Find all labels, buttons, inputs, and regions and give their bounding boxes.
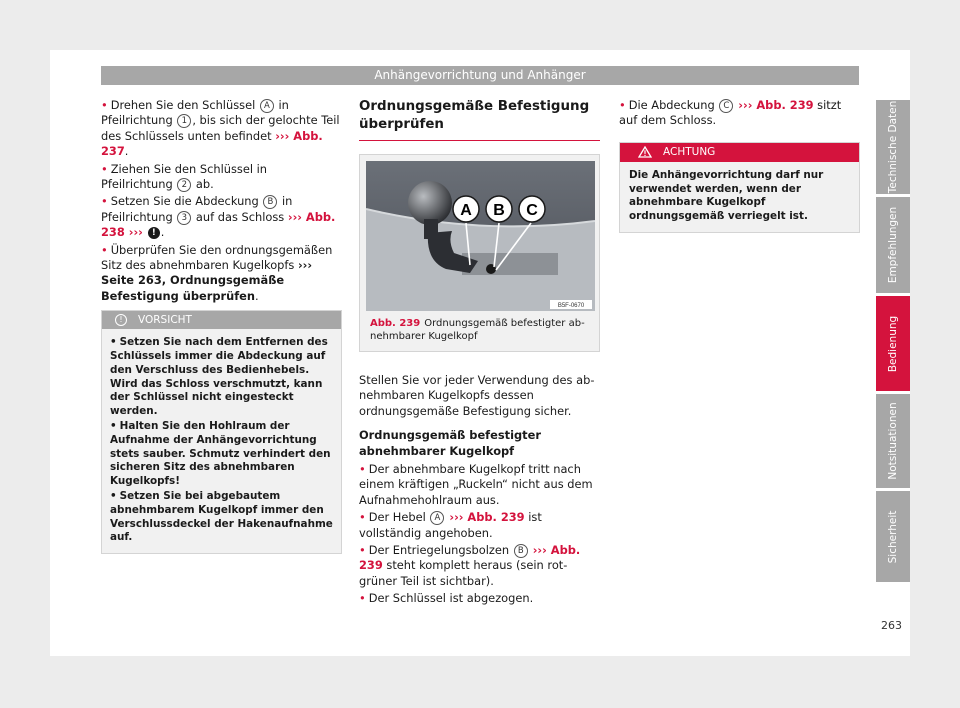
- list-item: • Ziehen Sie den Schlüssel in Pfeilrichtung 2 ab.: [101, 161, 268, 192]
- figure-link[interactable]: ››› Abb. 237: [101, 128, 323, 159]
- marker-c: C: [719, 99, 733, 113]
- figure-code: B5F-0670: [557, 303, 585, 309]
- figure-image: [366, 161, 595, 311]
- list-item: • Die Abdeckung C ››› Abb. 239 sitzt auf dem Schloss.: [619, 98, 842, 128]
- figure-link[interactable]: ››› Abb. 239: [734, 98, 814, 112]
- marker-a: A: [260, 99, 274, 113]
- caution-body: [102, 329, 341, 553]
- column-middle: [359, 98, 600, 609]
- figure-label-b: B: [493, 202, 505, 219]
- caution-item: • Setzen Sie bei abgebautem abnehmbarem Kugelkopf immer den Verschlussdeckel der Hakenaufnahme auf.: [110, 490, 333, 544]
- tab-notsituationen[interactable]: Notsituationen: [876, 394, 910, 488]
- marker-a: A: [430, 511, 444, 525]
- figure-link[interactable]: ››› Abb. 238: [101, 209, 336, 240]
- tab-sicherheit[interactable]: Sicherheit: [876, 491, 910, 582]
- title-rule: [359, 140, 600, 141]
- caution-item: • Halten Sie den Hohlraum der Aufnahme der Anhängevorrichtung stets sauber. Schmutz verhindert den sicheren Sitz des abnehmbaren Kugelkopfs!: [110, 420, 331, 488]
- list-item: • Der Hebel A ››› Abb. 239 ist vollständig angehoben.: [359, 510, 542, 540]
- page-link[interactable]: ››› Seite 263, Ordnungsgemäße Befestigung überprüfen: [101, 258, 313, 303]
- tow-hitch-illustration: [366, 161, 595, 311]
- figure-label-c: C: [526, 202, 538, 219]
- list-item: • Setzen Sie die Abdeckung B in Pfeilrichtung 3 auf das Schloss ››› Abb. 238 ››› ! .: [101, 194, 336, 240]
- caution-item: • Setzen Sie nach dem Entfernen des Schlüssels immer die Abdeckung auf den Verschluss des Bedienhebels. Wird das Schloss verschmutzt, kann der Schlüssel nicht eingesteckt werden.: [110, 336, 328, 418]
- step-number: 2: [177, 178, 191, 192]
- warning-box: [619, 142, 860, 233]
- list-item: • Der Entriegelungsbolzen B ››› Abb. 239 steht komplett heraus (sein rot-grüner Teil ist sichtbar).: [359, 543, 581, 588]
- figure-number: Abb. 239: [370, 318, 421, 329]
- figure-link[interactable]: ››› Abb. 239: [445, 510, 525, 525]
- warning-ref-icon: !: [148, 227, 160, 239]
- list-item: • Der abnehmbare Kugelkopf tritt nach einem kräftigen „Ruckeln“ nicht aus dem Aufnahmehohlraum aus.: [359, 462, 593, 507]
- column-left: [101, 98, 342, 554]
- figure: [359, 154, 600, 352]
- step-number: 1: [177, 114, 191, 128]
- page-header: Anhängevorrichtung und Anhänger: [101, 66, 859, 85]
- page-number: 263: [881, 619, 902, 632]
- marker-b: B: [514, 544, 528, 558]
- warning-body: Die Anhängevorrichtung darf nur verwendet werden, wenn der abnehmbare Kugelkopf ordnungsgemäß verriegelt ist.: [629, 168, 824, 223]
- info-icon: !: [115, 314, 127, 326]
- step-number: 3: [177, 211, 191, 225]
- tab-empfehlungen[interactable]: Empfehlungen: [876, 197, 910, 293]
- warning-triangle-icon: [638, 146, 652, 158]
- figure-link[interactable]: ››› Abb. 239: [359, 543, 581, 573]
- warning-header: ACHTUNG: [620, 143, 859, 162]
- subheading: Ordnungsgemäß befestigter abnehmbarer Kugelkopf: [359, 428, 541, 458]
- tab-technische-daten[interactable]: Technische Daten: [876, 100, 910, 194]
- marker-b: B: [263, 195, 277, 209]
- caution-header: ! VORSICHT: [102, 311, 341, 329]
- intro-paragraph: Stellen Sie vor jeder Verwendung des abnehmbaren Kugelkopfs dessen ordnungsgemäße Befestigung sicher.: [359, 373, 595, 418]
- list-item: • Der Schlüssel ist abgezogen.: [359, 591, 534, 606]
- column-right: [619, 98, 860, 233]
- caution-box: [101, 310, 342, 554]
- list-item: • Überprüfen Sie den ordnungsgemäßen Sitz des abnehmbaren Kugelkopfs ››› Seite 263, Ordnungsgemäße Befestigung überprüfen.: [101, 242, 333, 303]
- figure-caption: Abb. 239 Ordnungsgemäß befestigter abnehmbarer Kugelkopf: [370, 318, 585, 342]
- section-title: Ordnungsgemäße Befestigung überprüfen: [359, 99, 590, 132]
- list-item: • Drehen Sie den Schlüssel A in Pfeilrichtung 1 , bis sich der gelochte Teil des Schlüssels unten befindet ››› Abb. 237.: [101, 98, 340, 159]
- tab-bedienung[interactable]: Bedienung: [876, 296, 910, 391]
- figure-label-a: A: [460, 202, 472, 219]
